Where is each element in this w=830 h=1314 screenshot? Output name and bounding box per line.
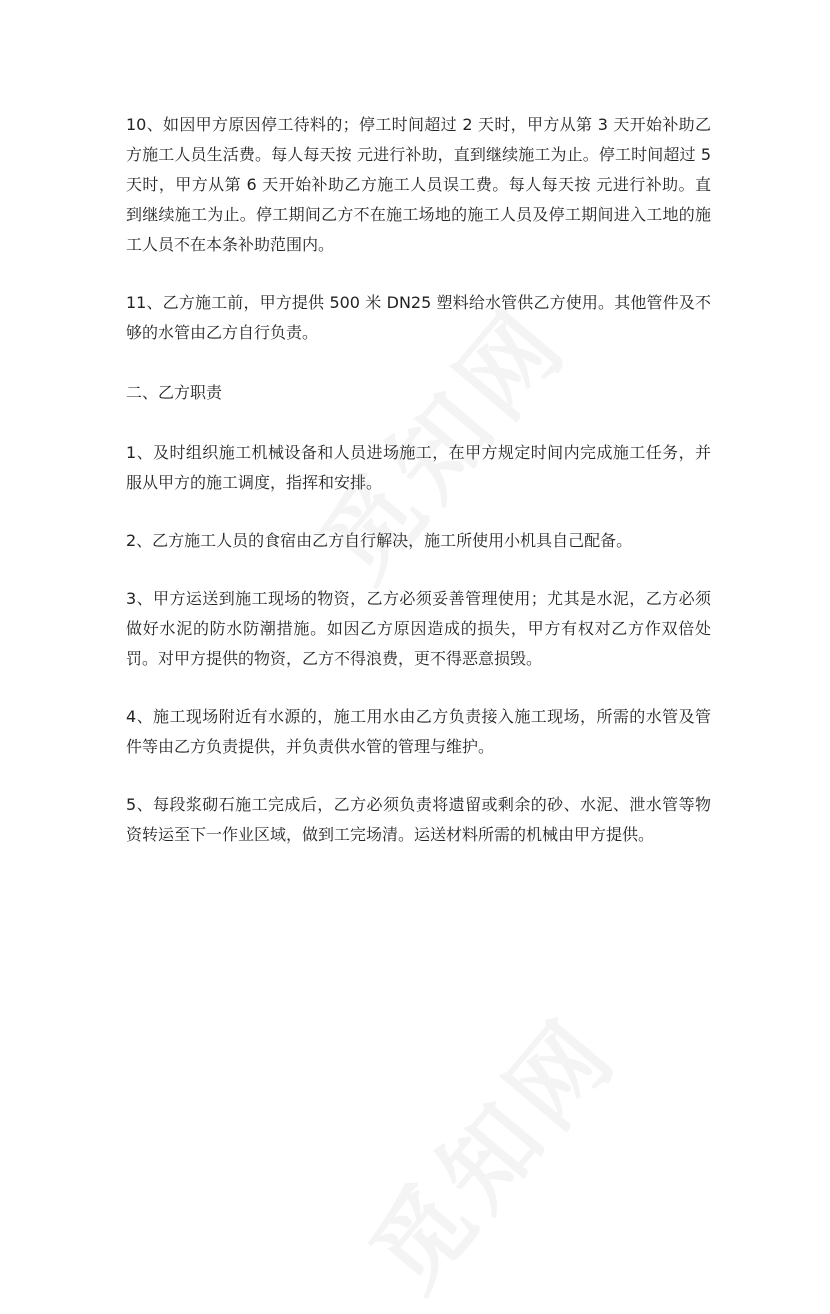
duty-5-paragraph: 5、每段浆砌石施工完成后，乙方必须负责将遗留或剩余的砂、水泥、泄水管等物资转运至下一作业区域，做到工完场清。运送材料所需的机械由甲方提供。 — [126, 795, 711, 844]
duty-1-paragraph: 1、及时组织施工机械设备和人员进场施工，在甲方规定时间内完成施工任务，并服从甲方的施工调度，指挥和安排。 — [126, 443, 711, 492]
duty-3-paragraph: 3、甲方运送到施工现场的物资，乙方必须妥善管理使用；尤其是水泥，乙方必须做好水泥的防水防潮措施。如因乙方原因造成的损失，甲方有权对乙方作双倍处罚。对甲方提供的物资，乙方不得浪费，更不得恶意损毁。 — [126, 589, 711, 668]
duty-4-paragraph: 4、施工现场附近有水源的，施工用水由乙方负责接入施工现场，所需的水管及管件等由乙方负责提供，并负责供水管的管理与维护。 — [126, 707, 711, 756]
watermark — [334, 983, 643, 1314]
document-body — [126, 110, 711, 850]
clause-10-paragraph: 10、如因甲方原因停工待料的；停工时间超过 2 天时，甲方从第 3 天开始补助乙方施工人员生活费。每人每天按 元进行补助，直到继续施工为止。停工时间超过 5 天时，甲方从第 6 天开始补助乙方施工人员误工费。每人每天按 元进行补助。直到继续施工为止。停工期间乙方不在施工场地的施工人员及停工期间进入工地的施工人员不在本条补助范围内。 — [126, 115, 711, 254]
clause-11-paragraph: 11、乙方施工前，甲方提供 500 米 DN25 塑料给水管供乙方使用。其他管件及不够的水管由乙方自行负责。 — [126, 293, 711, 342]
section-heading-party-b-duties: 二、乙方职责 — [126, 383, 223, 402]
duty-2-paragraph: 2、乙方施工人员的食宿由乙方自行解决，施工所使用小机具自己配备。 — [126, 531, 633, 550]
